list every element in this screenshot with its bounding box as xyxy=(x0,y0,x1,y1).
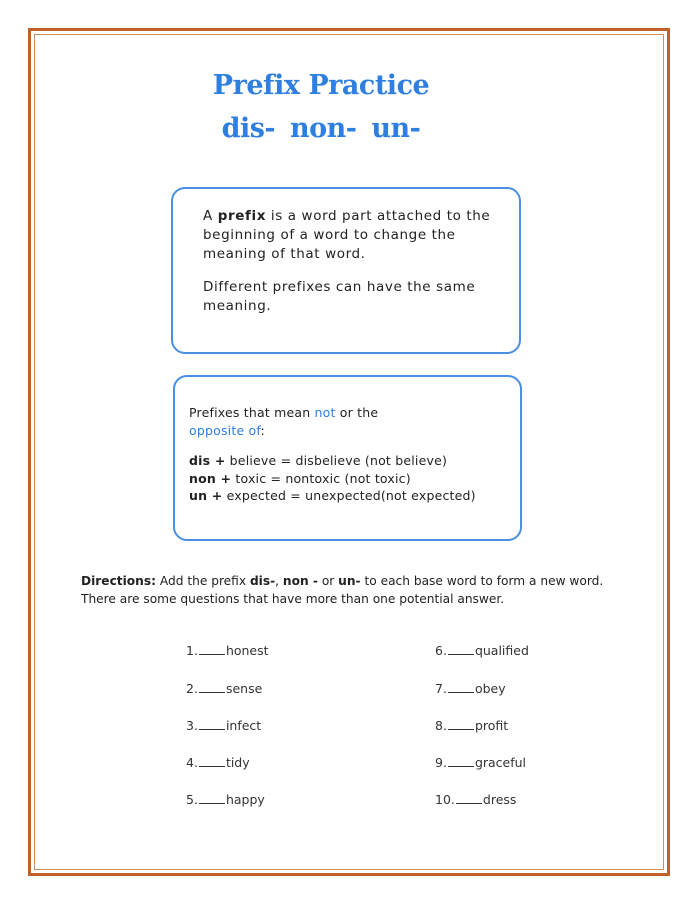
answer-blank[interactable] xyxy=(199,728,225,730)
question-4: 4. tidy xyxy=(186,755,250,770)
question-2: 2. sense xyxy=(186,681,263,696)
definition-box xyxy=(171,187,521,354)
directions-line2: There are some questions that have more than one potential answer. xyxy=(81,592,505,606)
answer-blank[interactable] xyxy=(199,691,225,693)
question-8: 8. profit xyxy=(435,718,509,733)
answer-blank[interactable] xyxy=(199,653,225,655)
answer-blank[interactable] xyxy=(448,691,474,693)
question-3: 3. infect xyxy=(186,718,262,733)
example-un: un + expected = unexpected(not expected) xyxy=(189,488,476,503)
page-subtitle: dis- non- un- xyxy=(221,113,421,144)
directions-label: Directions: xyxy=(81,574,156,588)
answer-blank[interactable] xyxy=(456,802,482,804)
definition-note: Different prefixes can have the same meaning. xyxy=(203,279,476,314)
prefix-term: prefix xyxy=(217,208,267,224)
question-9: 9. graceful xyxy=(435,755,527,770)
answer-blank[interactable] xyxy=(448,728,474,730)
question-7: 7. obey xyxy=(435,681,506,696)
question-6: 6. qualified xyxy=(435,643,529,658)
question-1: 1. honest xyxy=(186,643,269,658)
meaning-box xyxy=(173,375,522,541)
answer-blank[interactable] xyxy=(199,802,225,804)
definition-text: A prefix is a word part attached to the beginning of a word to change the meaning of that word. xyxy=(203,208,491,262)
not-highlight: not xyxy=(314,405,336,420)
answer-blank[interactable] xyxy=(199,765,225,767)
answer-blank[interactable] xyxy=(448,653,474,655)
example-non: non + toxic = nontoxic (not toxic) xyxy=(189,470,411,486)
page-title: Prefix Practice xyxy=(212,70,430,101)
opposite-highlight: opposite of xyxy=(189,422,261,438)
answer-blank[interactable] xyxy=(448,765,474,767)
meaning-intro: Prefixes that mean not or the opposite of: xyxy=(189,405,379,438)
directions: Directions: Add the prefix dis-, non - or un- to each base word to form a new word. There are some questions that have more than one potential answer. xyxy=(81,574,604,606)
question-5: 5. happy xyxy=(186,792,265,807)
question-10: 10. dress xyxy=(435,792,517,807)
example-dis: dis + believe = disbelieve (not believe) xyxy=(189,453,448,468)
